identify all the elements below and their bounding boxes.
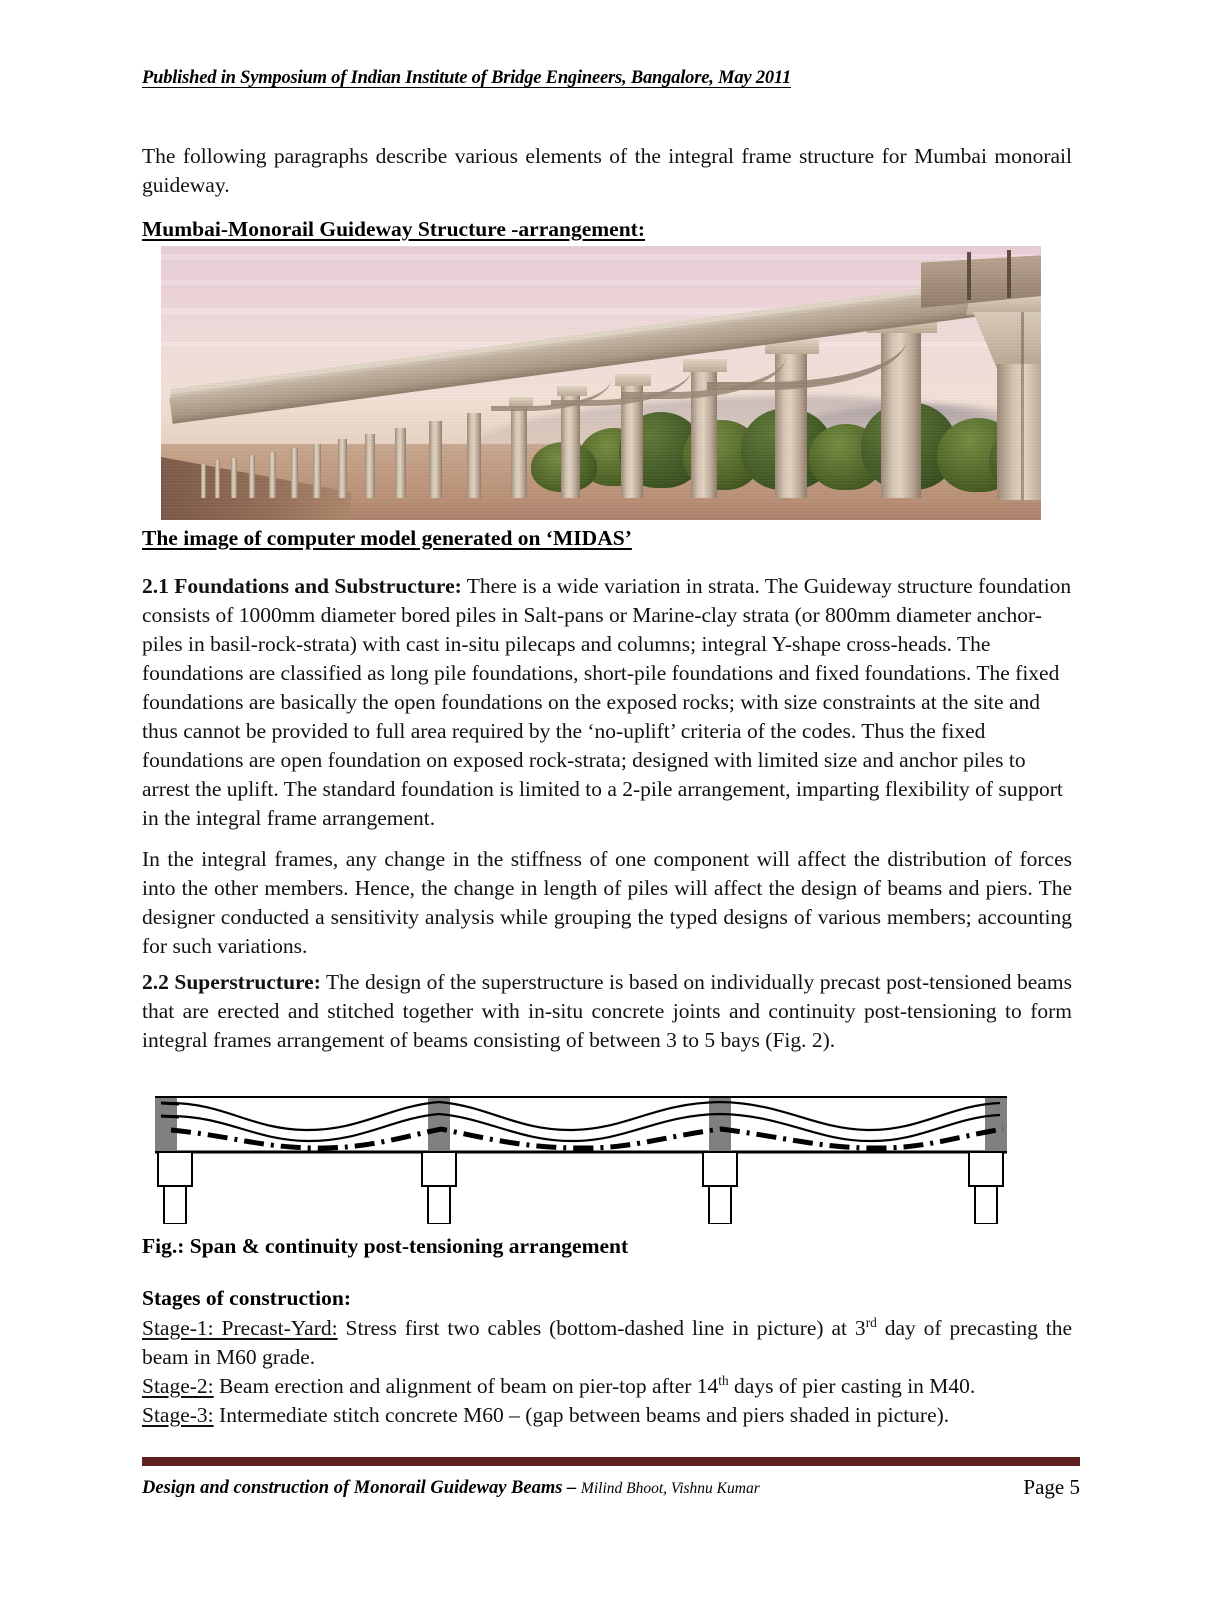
beam-outline bbox=[155, 1097, 1007, 1152]
pier bbox=[703, 1152, 737, 1224]
monorail-viaduct-photo bbox=[161, 246, 1041, 520]
stage-1-superscript: rd bbox=[865, 1314, 877, 1330]
figure-caption: Fig.: Span & continuity post-tensioning arrangement bbox=[142, 1234, 629, 1258]
section-2-1-paragraph-2: In the integral frames, any change in the stiffness of one component will affect the distribution of forces into the other members. Hence, the change in length of piles will affect the design of beams and piers. The designer conducted a sensitivity analysis while grouping the typed designs of various members; accounting for such variations. bbox=[142, 847, 1072, 958]
intro-paragraph: The following paragraphs describe various elements of the integral frame structure for Mumbai monorail guideway. bbox=[142, 144, 1072, 197]
pier bbox=[969, 1152, 1003, 1224]
section-2-1-title: 2.1 Foundations and Substructure: bbox=[142, 574, 462, 598]
stitch-joint bbox=[428, 1098, 450, 1151]
photo-caption: The image of computer model generated on ‘MIDAS’ bbox=[142, 526, 632, 550]
section-2-2-title: 2.2 Superstructure: bbox=[142, 970, 321, 994]
stages-heading: Stages of construction: bbox=[142, 1286, 352, 1310]
section-heading-guideway-arrangement: Mumbai-Monorail Guideway Structure -arrangement: bbox=[142, 217, 645, 241]
stage-1-text-b: day of precasting the beam in M60 grade. bbox=[142, 1316, 1072, 1369]
stage-2-label: Stage-2: bbox=[142, 1374, 214, 1398]
pier bbox=[158, 1152, 192, 1224]
footer-rule bbox=[142, 1457, 1080, 1466]
span-continuity-post-tensioning-diagram bbox=[155, 1096, 1007, 1224]
stitch-joint bbox=[985, 1098, 1007, 1151]
stage-3-label: Stage-3: bbox=[142, 1403, 214, 1427]
section-2-2-body: The design of the superstructure is based on individually precast post-tensioned beams that are erected and stitched together with in-situ concrete joints and continuity post-tensioning to form integral frames arrangement of beams consisting of between 3 to 5 bays (Fig. 2). bbox=[142, 970, 1072, 1052]
running-head: Published in Symposium of Indian Institute of Bridge Engineers, Bangalore, May 2011 bbox=[142, 68, 792, 88]
haze-band bbox=[161, 280, 1041, 285]
stage-3-text-a: Intermediate stitch concrete M60 – (gap between beams and piers shaded in picture). bbox=[213, 1403, 950, 1427]
section-2-1-paragraph bbox=[142, 572, 1072, 833]
stitch-joint bbox=[709, 1098, 731, 1151]
stage-1-text-a: Stress first two cables (bottom-dashed line in picture) at 3 bbox=[337, 1316, 866, 1340]
pier bbox=[422, 1152, 456, 1224]
stage-1-line bbox=[142, 1314, 1072, 1372]
footer-dash: – bbox=[562, 1478, 581, 1498]
section-2-1-body: There is a wide variation in strata. The Guideway structure foundation consists of 1000mm diameter bored piles in Salt-pans or Marine-clay strata (or 800mm diameter anchor-piles in basil-rock-strata) with cast in-situ pilecaps and columns; integral Y-shape cross-heads. The foundations are classified as long pile foundations, short-pile foundations and fixed foundations. The fixed foundations are basically the open foundations on the exposed rocks; with size constraints at the site and thus cannot be provided to full area required by the ‘no-uplift’ criteria of the codes. Thus the fixed foundations are open foundation on exposed rock-strata; designed with limited size and anchor piles to arrest the uplift. The standard foundation is limited to a 2-pile arrangement, imparting flexibility of support in the integral frame arrangement. bbox=[142, 574, 1072, 830]
haze-band bbox=[161, 254, 1041, 260]
footer-citation bbox=[142, 1478, 760, 1499]
stage-2-text-a: Beam erection and alignment of beam on pier-top after 14 bbox=[213, 1374, 719, 1398]
stitch-joint bbox=[155, 1098, 177, 1151]
stage-2-text-b: days of pier casting in M40. bbox=[728, 1374, 976, 1398]
section-2-2-paragraph bbox=[142, 968, 1072, 1055]
footer-authors: Milind Bhoot, Vishnu Kumar bbox=[580, 1480, 760, 1497]
page-number: Page 5 bbox=[1023, 1475, 1080, 1499]
stage-2-superscript: th bbox=[718, 1372, 729, 1388]
stage-3-line bbox=[142, 1401, 1072, 1430]
figure2-svg bbox=[155, 1096, 1007, 1224]
stage-2-line bbox=[142, 1372, 1072, 1401]
footer-title: Design and construction of Monorail Guideway Beams bbox=[142, 1478, 563, 1498]
stage-1-label: Stage-1: Precast-Yard: bbox=[142, 1316, 338, 1340]
